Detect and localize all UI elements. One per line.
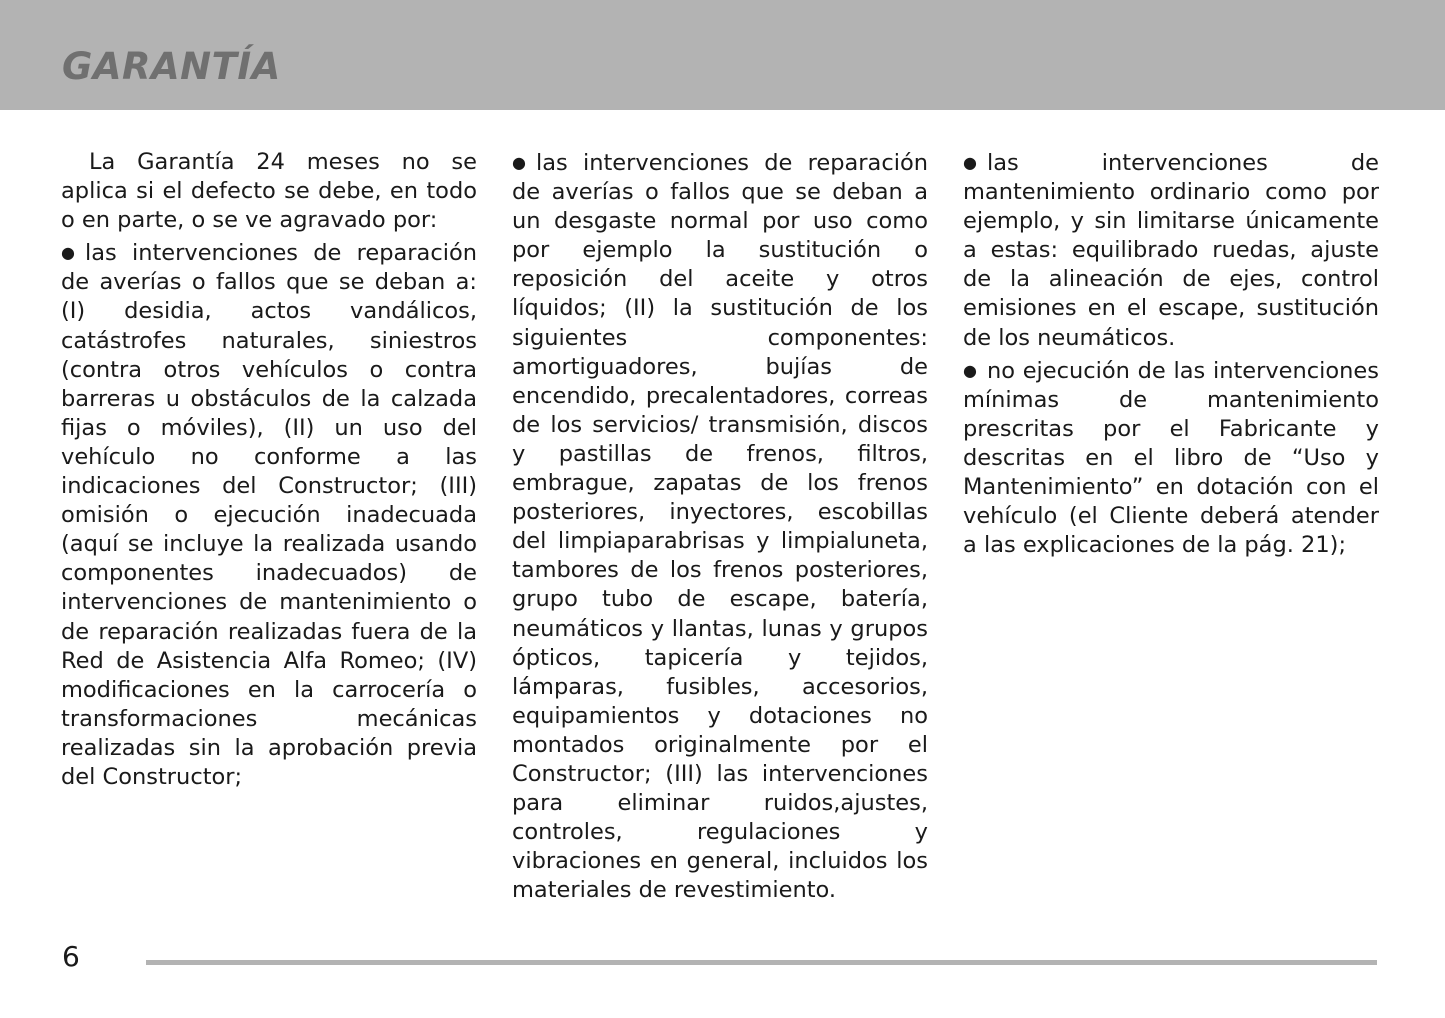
- bullet-dot-icon: ●: [963, 360, 977, 380]
- page-number: 6: [62, 940, 80, 973]
- intro-paragraph: [61, 148, 477, 235]
- paragraph-text: no ejecución de las intervenciones mínimas de mantenimiento prescritas por el Fabricante y descritas en el libro de “Uso y Mantenimiento” en dotación con el vehículo (el Cliente deberá atender a las explicaciones de la pág. 21);: [963, 357, 1379, 559]
- bullet-paragraph: [512, 148, 928, 905]
- page-title: GARANTÍA: [62, 45, 281, 88]
- header-band: [0, 0, 1445, 110]
- paragraph-text: las intervenciones de reparación de averías o fallos que se deban a: (I) desidia, actos vandálicos, catástrofes naturales, siniestros (contra otros vehículos o contra barreras u obstáculos de la calzada fijas o móviles), (II) un uso del vehículo no conforme a las indicaciones del Constructor; (III) omisión o ejecución inadecuada (aquí se incluye la realizada usando componentes inadecuados) de intervenciones de mantenimiento o de reparación realizadas fuera de la Red de Asistencia Alfa Romeo; (IV) modificaciones en la carrocería o transformaciones mecánicas realizadas sin la aprobación previa del Constructor;: [61, 240, 477, 790]
- footer-rule: [146, 960, 1377, 965]
- text-column-1: [61, 148, 477, 795]
- paragraph-text: La Garantía 24 meses no se aplica si el defecto se debe, en todo o en parte, o se ve agravado por:: [61, 149, 477, 234]
- bullet-paragraph: [963, 148, 1379, 353]
- paragraph-text: las intervenciones de mantenimiento ordinario como por ejemplo, y sin limitarse únicamente a estas: equilibrado ruedas, ajuste de la alineación de ejes, control emisiones en el escape, sustitución de los neumáticos.: [963, 150, 1379, 351]
- bullet-dot-icon: ●: [61, 243, 75, 263]
- bullet-dot-icon: ●: [512, 153, 526, 172]
- paragraph-text: las intervenciones de reparación de averías o fallos que se deban a un desgaste normal por uso como por ejemplo la sustitución o reposición del aceite y otros líquidos; (II) la sustitución de los siguientes componentes: amortiguadores, bujías de encendido, precalentadores, correas de los servicios/ transmisión, discos y pastillas de frenos, filtros, embrague, zapatas de los frenos posteriores, inyectores, escobillas del limpiaparabrisas y limpialuneta, tambores de los frenos posteriores, grupo tubo de escape, batería, neumáticos y llantas, lunas y grupos ópticos, tapicería y tejidos, lámparas, fusibles, accesorios, equipamientos y dotaciones no montados originalmente por el Constructor; (III) las intervenciones para eliminar ruidos,ajustes, controles, regulaciones y vibraciones en general, incluidos los materiales de revestimiento.: [512, 150, 928, 904]
- text-column-3: [963, 148, 1379, 563]
- bullet-paragraph: [963, 356, 1379, 561]
- text-column-2: [512, 148, 928, 908]
- bullet-dot-icon: ●: [963, 153, 977, 172]
- bullet-paragraph: [61, 238, 477, 792]
